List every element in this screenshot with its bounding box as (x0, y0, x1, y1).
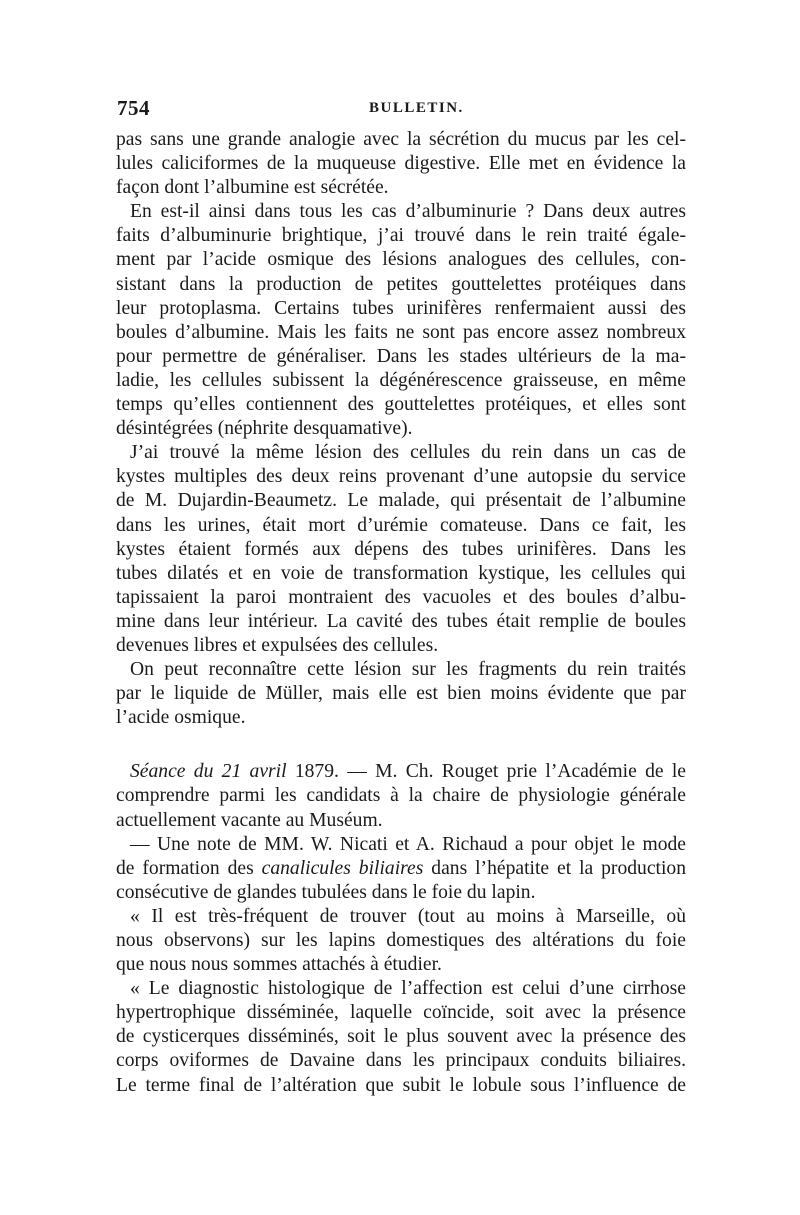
text-line-mixed (116, 857, 686, 881)
text-line: J’ai trouvé la même lésion des cellules du rein dans un cas de (130, 442, 686, 464)
text-line: faits d’albuminurie brightique, j’ai trouvé dans le rein traité égale- (116, 225, 686, 247)
text-line: On peut reconnaître cette lésion sur les fragments du rein traités (130, 659, 686, 681)
text-line: « Le diagnostic histologique de l’affection est celui d’une cirrhose (130, 978, 686, 1000)
section-gap (116, 730, 686, 760)
page-number: 754 (117, 96, 150, 120)
text-line: mine dans leur intérieur. La cavité des tubes était remplie de boules (116, 610, 686, 632)
text-line: consécutive de glandes tubulées dans le foie du lapin. (116, 881, 536, 903)
text-line: — Une note de MM. W. Nicati et A. Richaud a pour objet le mode (130, 833, 686, 855)
text-line: ment par l’acide osmique des lésions analogues des cellules, con- (116, 249, 686, 271)
text-line: temps qu’elles contiennent des gouttelettes protéiques, et elles sont (116, 394, 686, 416)
text-line: lules caliciformes de la muqueuse digestive. Elle met en évidence la (116, 153, 686, 175)
text-line: tapissaient la paroi montraient des vacuoles et des boules d’albu- (116, 586, 686, 608)
text-line: l’acide osmique. (116, 707, 246, 729)
text-fragment: de formation des (116, 857, 262, 879)
text-line: tubes dilatés et en voie de transformation kystique, les cellules qui (116, 562, 686, 584)
text-line: ladie, les cellules subissent la dégénérescence graisseuse, en même (116, 369, 686, 391)
italic-term: canalicules biliaires (261, 857, 424, 879)
seance-first-line (116, 760, 686, 784)
page-header (117, 96, 687, 126)
text-line: que nous nous sommes attachés à étudier. (116, 954, 442, 976)
running-head: BULLETIN. (369, 100, 464, 116)
text-line: kystes étaient formés aux dépens des tubes urinifères. Dans les (116, 538, 686, 560)
text-line: comprendre parmi les candidats à la chaire de physiologie générale (116, 785, 686, 807)
paragraph-1 (116, 128, 686, 200)
paragraph-2 (116, 200, 686, 441)
paragraph-6 (116, 833, 686, 905)
text-line: nous observons) sur les lapins domestiques des altérations du foie (116, 930, 686, 951)
seance-text: 1879. — M. Ch. Rouget prie l’Académie de le (286, 761, 686, 783)
text-line: boules d’albumine. Mais les faits ne sont pas encore assez nombreux (116, 321, 686, 343)
text-line: de cysticerques disséminés, soit le plus souvent avec la présence des (116, 1026, 686, 1048)
text-line: corps oviformes de Davaine dans les principaux conduits biliaires. (116, 1050, 686, 1072)
text-line: pour permettre de généraliser. Dans les stades ultérieurs de la ma- (116, 345, 686, 367)
paragraph-3 (116, 441, 686, 658)
seance-entry (116, 760, 686, 832)
text-line: hypertrophique disséminée, laquelle coïncide, soit avec la présence (116, 1002, 686, 1024)
body-text (116, 128, 686, 1098)
text-line: devenues libres et expulsées des cellules. (116, 634, 439, 656)
text-line: kystes multiples des deux reins provenant d’une autopsie du service (116, 466, 686, 488)
text-line: Le terme final de l’altération que subit le lobule sous l’influence de (116, 1074, 686, 1096)
paragraph-7 (116, 905, 686, 977)
text-line: leur protoplasma. Certains tubes urinifères renfermaient aussi des (116, 297, 686, 319)
text-line: désintégrées (néphrite desquamative). (116, 418, 413, 440)
text-line: En est-il ainsi dans tous les cas d’albuminurie ? Dans deux autres (130, 201, 686, 223)
seance-date-label: Séance du 21 avril (130, 761, 287, 783)
text-line: de M. Dujardin-Beaumetz. Le malade, qui présentait de l’albumine (116, 490, 686, 512)
paragraph-8 (116, 977, 686, 1097)
paragraph-4 (116, 658, 686, 730)
text-line: « Il est très-fréquent de trouver (tout au moins à Marseille, où (130, 905, 686, 927)
text-fragment: dans l’hépatite et la production (423, 857, 687, 879)
text-line: sistant dans la production de petites gouttelettes protéiques dans (116, 273, 686, 295)
text-line: par le liquide de Müller, mais elle est bien moins évidente que par (116, 683, 686, 705)
text-line: pas sans une grande analogie avec la sécrétion du mucus par les cel- (116, 129, 686, 150)
text-line: dans les urines, était mort d’urémie comateuse. Dans ce fait, les (116, 514, 686, 536)
text-line: actuellement vacante au Muséum. (116, 809, 383, 831)
text-line: façon dont l’albumine est sécrétée. (116, 177, 389, 199)
